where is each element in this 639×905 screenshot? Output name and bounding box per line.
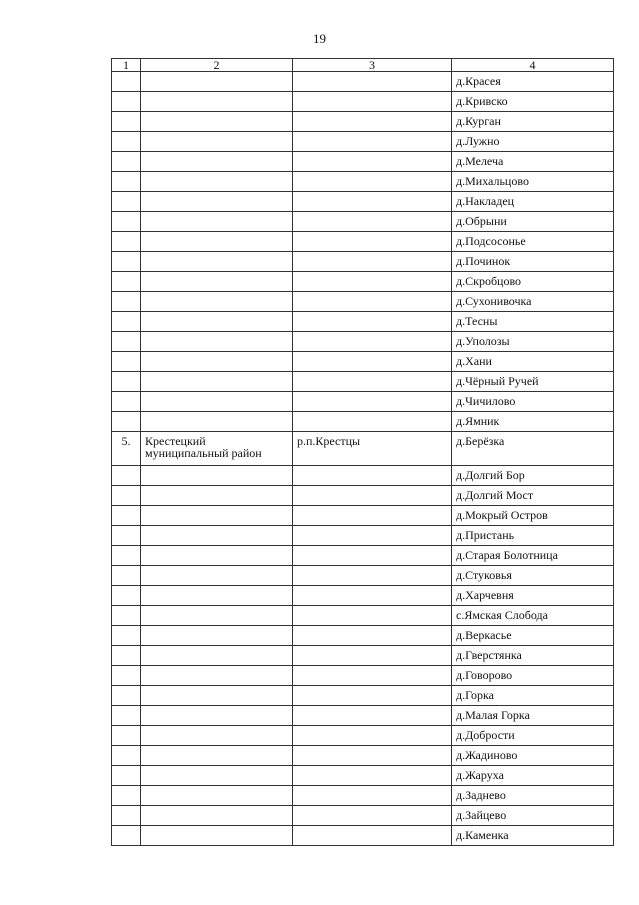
- table-row: [112, 112, 614, 132]
- table-cell-c3: [293, 486, 452, 506]
- table-cell-c3: [293, 806, 452, 826]
- table-cell-c3: [293, 372, 452, 392]
- table-cell-c3: [293, 466, 452, 486]
- table-cell-c3: [293, 312, 452, 332]
- table-cell-c2: [141, 646, 293, 666]
- table-cell-c1: [112, 272, 141, 292]
- table-cell-c4: д.Уполозы: [452, 332, 614, 352]
- table-cell-c3: [293, 252, 452, 272]
- table-cell-c3: [293, 646, 452, 666]
- table-cell-c1: [112, 526, 141, 546]
- table-row: [112, 312, 614, 332]
- table-cell-c4: д.Долгий Мост: [452, 486, 614, 506]
- table-row: [112, 746, 614, 766]
- table-cell-c2: [141, 92, 293, 112]
- table-cell-c1: [112, 352, 141, 372]
- table-cell-c4: д.Хани: [452, 352, 614, 372]
- table-cell-c2: [141, 546, 293, 566]
- table-row: [112, 826, 614, 846]
- table-cell-c2: [141, 312, 293, 332]
- settlements-table: [111, 58, 614, 846]
- table-cell-c4: д.Починок: [452, 252, 614, 272]
- column-header-1: 1: [112, 59, 141, 72]
- table-cell-c2: [141, 766, 293, 786]
- table-row: [112, 806, 614, 826]
- table-cell-c2: [141, 606, 293, 626]
- column-header-2: 2: [141, 59, 293, 72]
- table-cell-c3: [293, 152, 452, 172]
- table-cell-c3: [293, 212, 452, 232]
- table-cell-c3: [293, 272, 452, 292]
- table-cell-c1: [112, 312, 141, 332]
- table-cell-c4: д.Михальцово: [452, 172, 614, 192]
- table-cell-c1: [112, 412, 141, 432]
- table-row: [112, 192, 614, 212]
- table-cell-c2: [141, 466, 293, 486]
- table-row: [112, 526, 614, 546]
- table-cell-c1: [112, 112, 141, 132]
- table-cell-c2: [141, 526, 293, 546]
- table-cell-c4: д.Чичилово: [452, 392, 614, 412]
- table-row: [112, 786, 614, 806]
- table-cell-c3: [293, 526, 452, 546]
- table-cell-c3: [293, 292, 452, 312]
- table-cell-c4: д.Кривско: [452, 92, 614, 112]
- table-cell-c2: [141, 112, 293, 132]
- table-cell-c4: д.Красея: [452, 72, 614, 92]
- column-header-4: 4: [452, 59, 614, 72]
- table-cell-c1: [112, 72, 141, 92]
- table-cell-c1: [112, 192, 141, 212]
- table-cell-c4: д.Скробцово: [452, 272, 614, 292]
- table-row: [112, 466, 614, 486]
- table-cell-c1: 5.: [112, 432, 141, 466]
- table-row: [112, 726, 614, 746]
- table-cell-c2: [141, 292, 293, 312]
- table-cell-c3: [293, 746, 452, 766]
- table-cell-c1: [112, 506, 141, 526]
- table-cell-c1: [112, 486, 141, 506]
- table-row: [112, 332, 614, 352]
- table-cell-c2: [141, 192, 293, 212]
- table-row: [112, 432, 614, 466]
- table-cell-c3: [293, 686, 452, 706]
- table-row: [112, 152, 614, 172]
- table-cell-c3: [293, 666, 452, 686]
- table-row: [112, 606, 614, 626]
- table-cell-c1: [112, 252, 141, 272]
- table-row: [112, 546, 614, 566]
- table-cell-c3: [293, 706, 452, 726]
- table-cell-c3: [293, 546, 452, 566]
- table-cell-c3: [293, 626, 452, 646]
- table-cell-c2: [141, 172, 293, 192]
- table-cell-c4: д.Горка: [452, 686, 614, 706]
- table-cell-c4: д.Долгий Бор: [452, 466, 614, 486]
- table-cell-c1: [112, 132, 141, 152]
- table-cell-c4: д.Ямник: [452, 412, 614, 432]
- table-cell-c4: д.Лужно: [452, 132, 614, 152]
- table-cell-c4: д.Обрыни: [452, 212, 614, 232]
- table-cell-c3: [293, 606, 452, 626]
- table-cell-c4: д.Каменка: [452, 826, 614, 846]
- table-cell-c3: [293, 566, 452, 586]
- table-row: [112, 352, 614, 372]
- table-cell-c2: [141, 666, 293, 686]
- table-cell-c1: [112, 786, 141, 806]
- table-cell-c3: [293, 826, 452, 846]
- table-cell-c4: д.Харчевня: [452, 586, 614, 606]
- table-cell-c1: [112, 292, 141, 312]
- table-row: [112, 646, 614, 666]
- table-cell-c1: [112, 826, 141, 846]
- table-cell-c2: [141, 72, 293, 92]
- table-cell-c2: [141, 626, 293, 646]
- table-cell-c1: [112, 746, 141, 766]
- table-cell-c2: [141, 152, 293, 172]
- table-cell-c3: [293, 726, 452, 746]
- table-cell-c1: [112, 686, 141, 706]
- table-cell-c4: д.Сухонивочка: [452, 292, 614, 312]
- table-cell-c1: [112, 646, 141, 666]
- table-cell-c3: [293, 92, 452, 112]
- table-cell-c4: д.Заднево: [452, 786, 614, 806]
- table-cell-c1: [112, 706, 141, 726]
- table-row: [112, 506, 614, 526]
- table-row: [112, 92, 614, 112]
- table-cell-c2: [141, 826, 293, 846]
- table-cell-c2: [141, 746, 293, 766]
- table-cell-c4: д.Зайцево: [452, 806, 614, 826]
- table-row: [112, 666, 614, 686]
- table-cell-c1: [112, 92, 141, 112]
- table-cell-c3: [293, 112, 452, 132]
- table-cell-c4: д.Пристань: [452, 526, 614, 546]
- table-row: [112, 626, 614, 646]
- table-cell-c1: [112, 586, 141, 606]
- table-row: [112, 586, 614, 606]
- table-row: [112, 766, 614, 786]
- table-cell-c4: д.Тесны: [452, 312, 614, 332]
- table-cell-c2: [141, 686, 293, 706]
- table-cell-c3: [293, 232, 452, 252]
- table-row: [112, 212, 614, 232]
- table-cell-c2: [141, 566, 293, 586]
- table-cell-c4: д.Жадиново: [452, 746, 614, 766]
- table-cell-c2: [141, 372, 293, 392]
- table-cell-c2: [141, 232, 293, 252]
- table-row: [112, 72, 614, 92]
- page-number: 19: [313, 31, 326, 46]
- table-row: [112, 392, 614, 412]
- table-cell-c3: [293, 506, 452, 526]
- table-cell-c2: [141, 212, 293, 232]
- table-cell-c4: д.Малая Горка: [452, 706, 614, 726]
- table-cell-c1: [112, 566, 141, 586]
- table-cell-c1: [112, 332, 141, 352]
- table-cell-c3: [293, 352, 452, 372]
- table-cell-c2: [141, 486, 293, 506]
- table-cell-c1: [112, 212, 141, 232]
- table-cell-c4: д.Веркасье: [452, 626, 614, 646]
- table-cell-c4: д.Мокрый Остров: [452, 506, 614, 526]
- table-row: [112, 686, 614, 706]
- table-cell-c1: [112, 626, 141, 646]
- table-cell-c4: д.Мелеча: [452, 152, 614, 172]
- table-row: [112, 292, 614, 312]
- table-cell-c4: д.Жаруха: [452, 766, 614, 786]
- table-cell-c1: [112, 546, 141, 566]
- table-cell-c3: [293, 586, 452, 606]
- table-row: [112, 252, 614, 272]
- table-row: [112, 372, 614, 392]
- table-cell-c1: [112, 372, 141, 392]
- table-row: [112, 486, 614, 506]
- table-cell-c4: д.Накладец: [452, 192, 614, 212]
- table-cell-c2: [141, 506, 293, 526]
- table-cell-c3: [293, 392, 452, 412]
- table-cell-c4: д.Говорово: [452, 666, 614, 686]
- table-row: [112, 132, 614, 152]
- column-header-3: 3: [293, 59, 452, 72]
- table-cell-c2: [141, 332, 293, 352]
- table-cell-c3: [293, 412, 452, 432]
- table-cell-c1: [112, 466, 141, 486]
- table-cell-c4: д.Чёрный Ручей: [452, 372, 614, 392]
- table-cell-c1: [112, 806, 141, 826]
- table-cell-c1: [112, 766, 141, 786]
- table-cell-c2: [141, 726, 293, 746]
- table-cell-c1: [112, 232, 141, 252]
- table-row: [112, 232, 614, 252]
- header-row: [112, 59, 614, 72]
- table-cell-c2: [141, 586, 293, 606]
- table-row: [112, 566, 614, 586]
- table-cell-c3: р.п.Крестцы: [293, 432, 452, 466]
- table-cell-c2: [141, 272, 293, 292]
- table-cell-c1: [112, 606, 141, 626]
- table-cell-c2: [141, 352, 293, 372]
- table-cell-c4: д.Берёзка: [452, 432, 614, 466]
- table-row: [112, 412, 614, 432]
- table-row: [112, 272, 614, 292]
- table-cell-c4: д.Курган: [452, 112, 614, 132]
- table-cell-c1: [112, 726, 141, 746]
- table-cell-c1: [112, 172, 141, 192]
- table-cell-c1: [112, 392, 141, 412]
- table-cell-c3: [293, 332, 452, 352]
- table-row: [112, 706, 614, 726]
- table-cell-c4: д.Стуковья: [452, 566, 614, 586]
- table-body: [112, 72, 614, 846]
- table-cell-c2: [141, 132, 293, 152]
- table-cell-c3: [293, 172, 452, 192]
- table-cell-c3: [293, 786, 452, 806]
- table-cell-c4: д.Добрости: [452, 726, 614, 746]
- table-row: [112, 172, 614, 192]
- table-cell-c3: [293, 766, 452, 786]
- table-cell-c2: [141, 786, 293, 806]
- table-cell-c2: [141, 252, 293, 272]
- table-cell-c1: [112, 666, 141, 686]
- table-cell-c2: Крестецкий муниципальный район: [141, 432, 293, 466]
- table-cell-c2: [141, 392, 293, 412]
- table-cell-c3: [293, 72, 452, 92]
- table-cell-c3: [293, 192, 452, 212]
- table-cell-c4: с.Ямская Слобода: [452, 606, 614, 626]
- table-cell-c4: д.Старая Болотница: [452, 546, 614, 566]
- table-cell-c2: [141, 806, 293, 826]
- table-cell-c3: [293, 132, 452, 152]
- table-cell-c2: [141, 706, 293, 726]
- table-cell-c2: [141, 412, 293, 432]
- table-cell-c1: [112, 152, 141, 172]
- table-cell-c4: д.Подсосонье: [452, 232, 614, 252]
- table-cell-c4: д.Гверстянка: [452, 646, 614, 666]
